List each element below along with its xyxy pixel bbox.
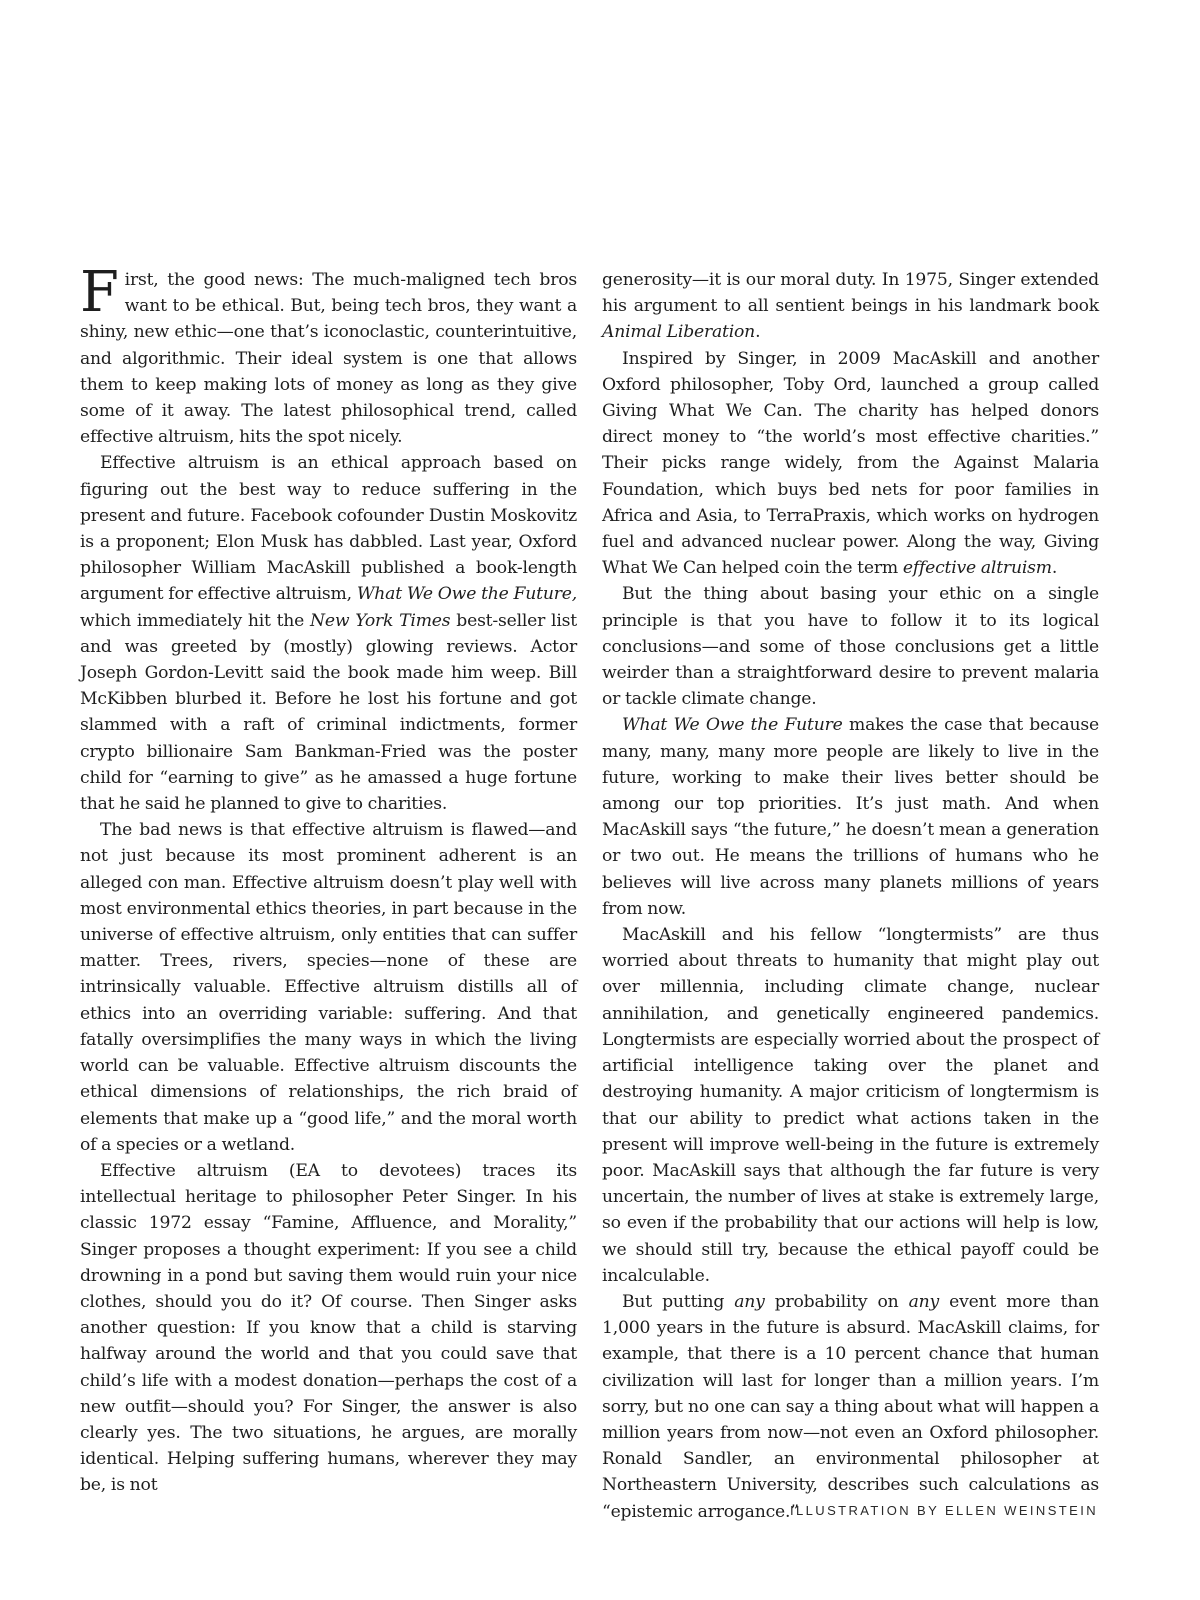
paragraph-9-text-a: But putting bbox=[622, 1291, 735, 1312]
illustration-credit: ILLUSTRATION BY ELLEN WEINSTEIN bbox=[790, 1503, 1098, 1518]
term-italic: effective altruism bbox=[902, 558, 1052, 579]
paragraph-9-text-e: event more than 1,000 years in the future is absurd. MacAskill claims, for example, that there is a 10 percent chance that human civilization will last for longer than a million years. I’m sorry, but no one can say a thing about what will happen a million years from now—not even an Oxford philosopher. Ronald Sandler, an environmental philosopher at Northeastern University, describes such calculations as “epistemic arrogance.” bbox=[602, 1291, 1099, 1522]
drop-cap: F bbox=[80, 260, 119, 325]
paragraph-6: But the thing about basing your ethic on a single principle is that you have to follow it to its logical conclusions—and some of those conclusions get a little weirder than a straightforward desire to prevent malaria or tackle climate change. bbox=[602, 584, 1099, 710]
paragraph-5 bbox=[602, 346, 1099, 582]
paragraph-7-text: makes the case that because many, many, many more people are likely to live in the future, working to make their lives better should be among our top priorities. It’s just math. And when MacAskill says “the future,” he doesn’t mean a generation or two out. He means the trillions of humans who he believes will live across many planets millions of years from now. bbox=[602, 715, 1099, 919]
paragraph-4: Effective altruism (EA to devotees) traces its intellectual heritage to philosopher Peter Singer. In his classic 1972 essay “Famine, Affluence, and Morality,” Singer proposes a thought experiment: If you see a child drowning in a pond but saving them would ruin your nice clothes, should you do it? Of course. Then Singer asks another question: If you know that a child is starving halfway around the world and that you could save that child’s life with a modest donation—perhaps the cost of a new outfit—should you? For Singer, the answer is also clearly yes. The two situations, he argues, are morally identical. Helping suffering humans, wherever they may be, is not bbox=[80, 1160, 577, 1496]
paragraph-continued-text-a: generosity—it is our moral duty. In 1975, Singer extended his argument to all sentient beings in his landmark book bbox=[602, 270, 1099, 317]
paragraph-continued-text-c: . bbox=[755, 322, 761, 343]
paragraph-2-text-a: Effective altruism is an ethical approach based on figuring out the best way to reduce suffering in the present and future. Facebook cofounder Dustin Moskovitz is a proponent; Elon Musk has dabbled. Last year, Oxford philosopher William MacAskill published a book-length argument for effective altruism, bbox=[80, 453, 577, 605]
book-title-italic: What We Owe the Future, bbox=[356, 584, 577, 605]
paragraph-1 bbox=[80, 260, 577, 450]
newspaper-title-italic: New York Times bbox=[310, 610, 451, 631]
emphasis-italic: any bbox=[734, 1291, 765, 1312]
book-title-italic: Animal Liberation bbox=[602, 322, 756, 343]
paragraph-1-text: irst, the good news: The much-maligned tech bros want to be ethical. But, being tech bros, they want a shiny, new ethic—one that’s iconoclastic, counterintuitive, and algorithmic. Their ideal system is one that allows them to keep making lots of money as long as they give some of it away. The latest philosophical trend, called effective altruism, hits the spot nicely. bbox=[80, 270, 577, 448]
book-title-italic: What We Owe the Future bbox=[622, 715, 843, 736]
paragraph-5-text: Inspired by Singer, in 2009 MacAskill and another Oxford philosopher, Toby Ord, launched a group called Giving What We Can. The charity has helped donors direct money to “the world’s most effective charities.” Their picks range widely, from the Against Malaria Foundation, which buys bed nets for poor families in Africa and Asia, to TerraPraxis, which works on hydrogen fuel and advanced nuclear power. Along the way, Giving What We Can helped coin the term bbox=[602, 348, 1099, 579]
paragraph-2-text-e: best-seller list and was greeted by (mostly) glowing reviews. Actor Joseph Gordon-Levitt said the book made him weep. Bill McKibben blurbed it. Before he lost his fortune and got slammed with a raft of criminal indictments, former crypto billionaire Sam Bankman-Fried was the poster child for “earning to give” as he amassed a huge fortune that he said he planned to give to charities. bbox=[80, 610, 577, 815]
paragraph-9-text-c: probability on bbox=[764, 1291, 909, 1312]
paragraph-7 bbox=[602, 712, 1099, 922]
left-column bbox=[80, 260, 577, 1499]
paragraph-continued bbox=[602, 267, 1099, 346]
paragraph-5-end: . bbox=[1051, 558, 1058, 579]
paragraph-9 bbox=[602, 1289, 1099, 1525]
paragraph-3: The bad news is that effective altruism is flawed—and not just because its most prominent adherent is an alleged con man. Effective altruism doesn’t play well with most environmental ethics theories, in part because in the universe of effective altruism, only entities that can suffer matter. Trees, rivers, species—none of these are intrinsically valuable. Effective altruism distills all of ethics into an overriding variable: suffering. And that fatally oversimplifies the many ways in which the living world can be valuable. Effective altruism discounts the ethical dimensions of relationships, the rich braid of elements that make up a “good life,” and the moral worth of a species or a wetland. bbox=[80, 820, 577, 1155]
paragraph-2-text-c: which immediately hit the bbox=[80, 610, 311, 631]
paragraph-8: MacAskill and his fellow “longtermists” are thus worried about threats to humanity that might play out over millennia, including climate change, nuclear annihilation, and genetically engineered pandemics. Longtermists are especially worried about the prospect of artificial intelligence taking over the planet and destroying humanity. A major criticism of longtermism is that our ability to predict what actions taken in the present will improve well-being in the future is extremely poor. MacAskill says that although the far future is very uncertain, the number of lives at stake is extremely large, so even if the probability that our actions will help is low, we should still try, because the ethical payoff could be incalculable. bbox=[602, 925, 1099, 1286]
emphasis-italic: any bbox=[908, 1291, 940, 1312]
right-column bbox=[602, 267, 1099, 1525]
paragraph-2 bbox=[80, 450, 577, 817]
